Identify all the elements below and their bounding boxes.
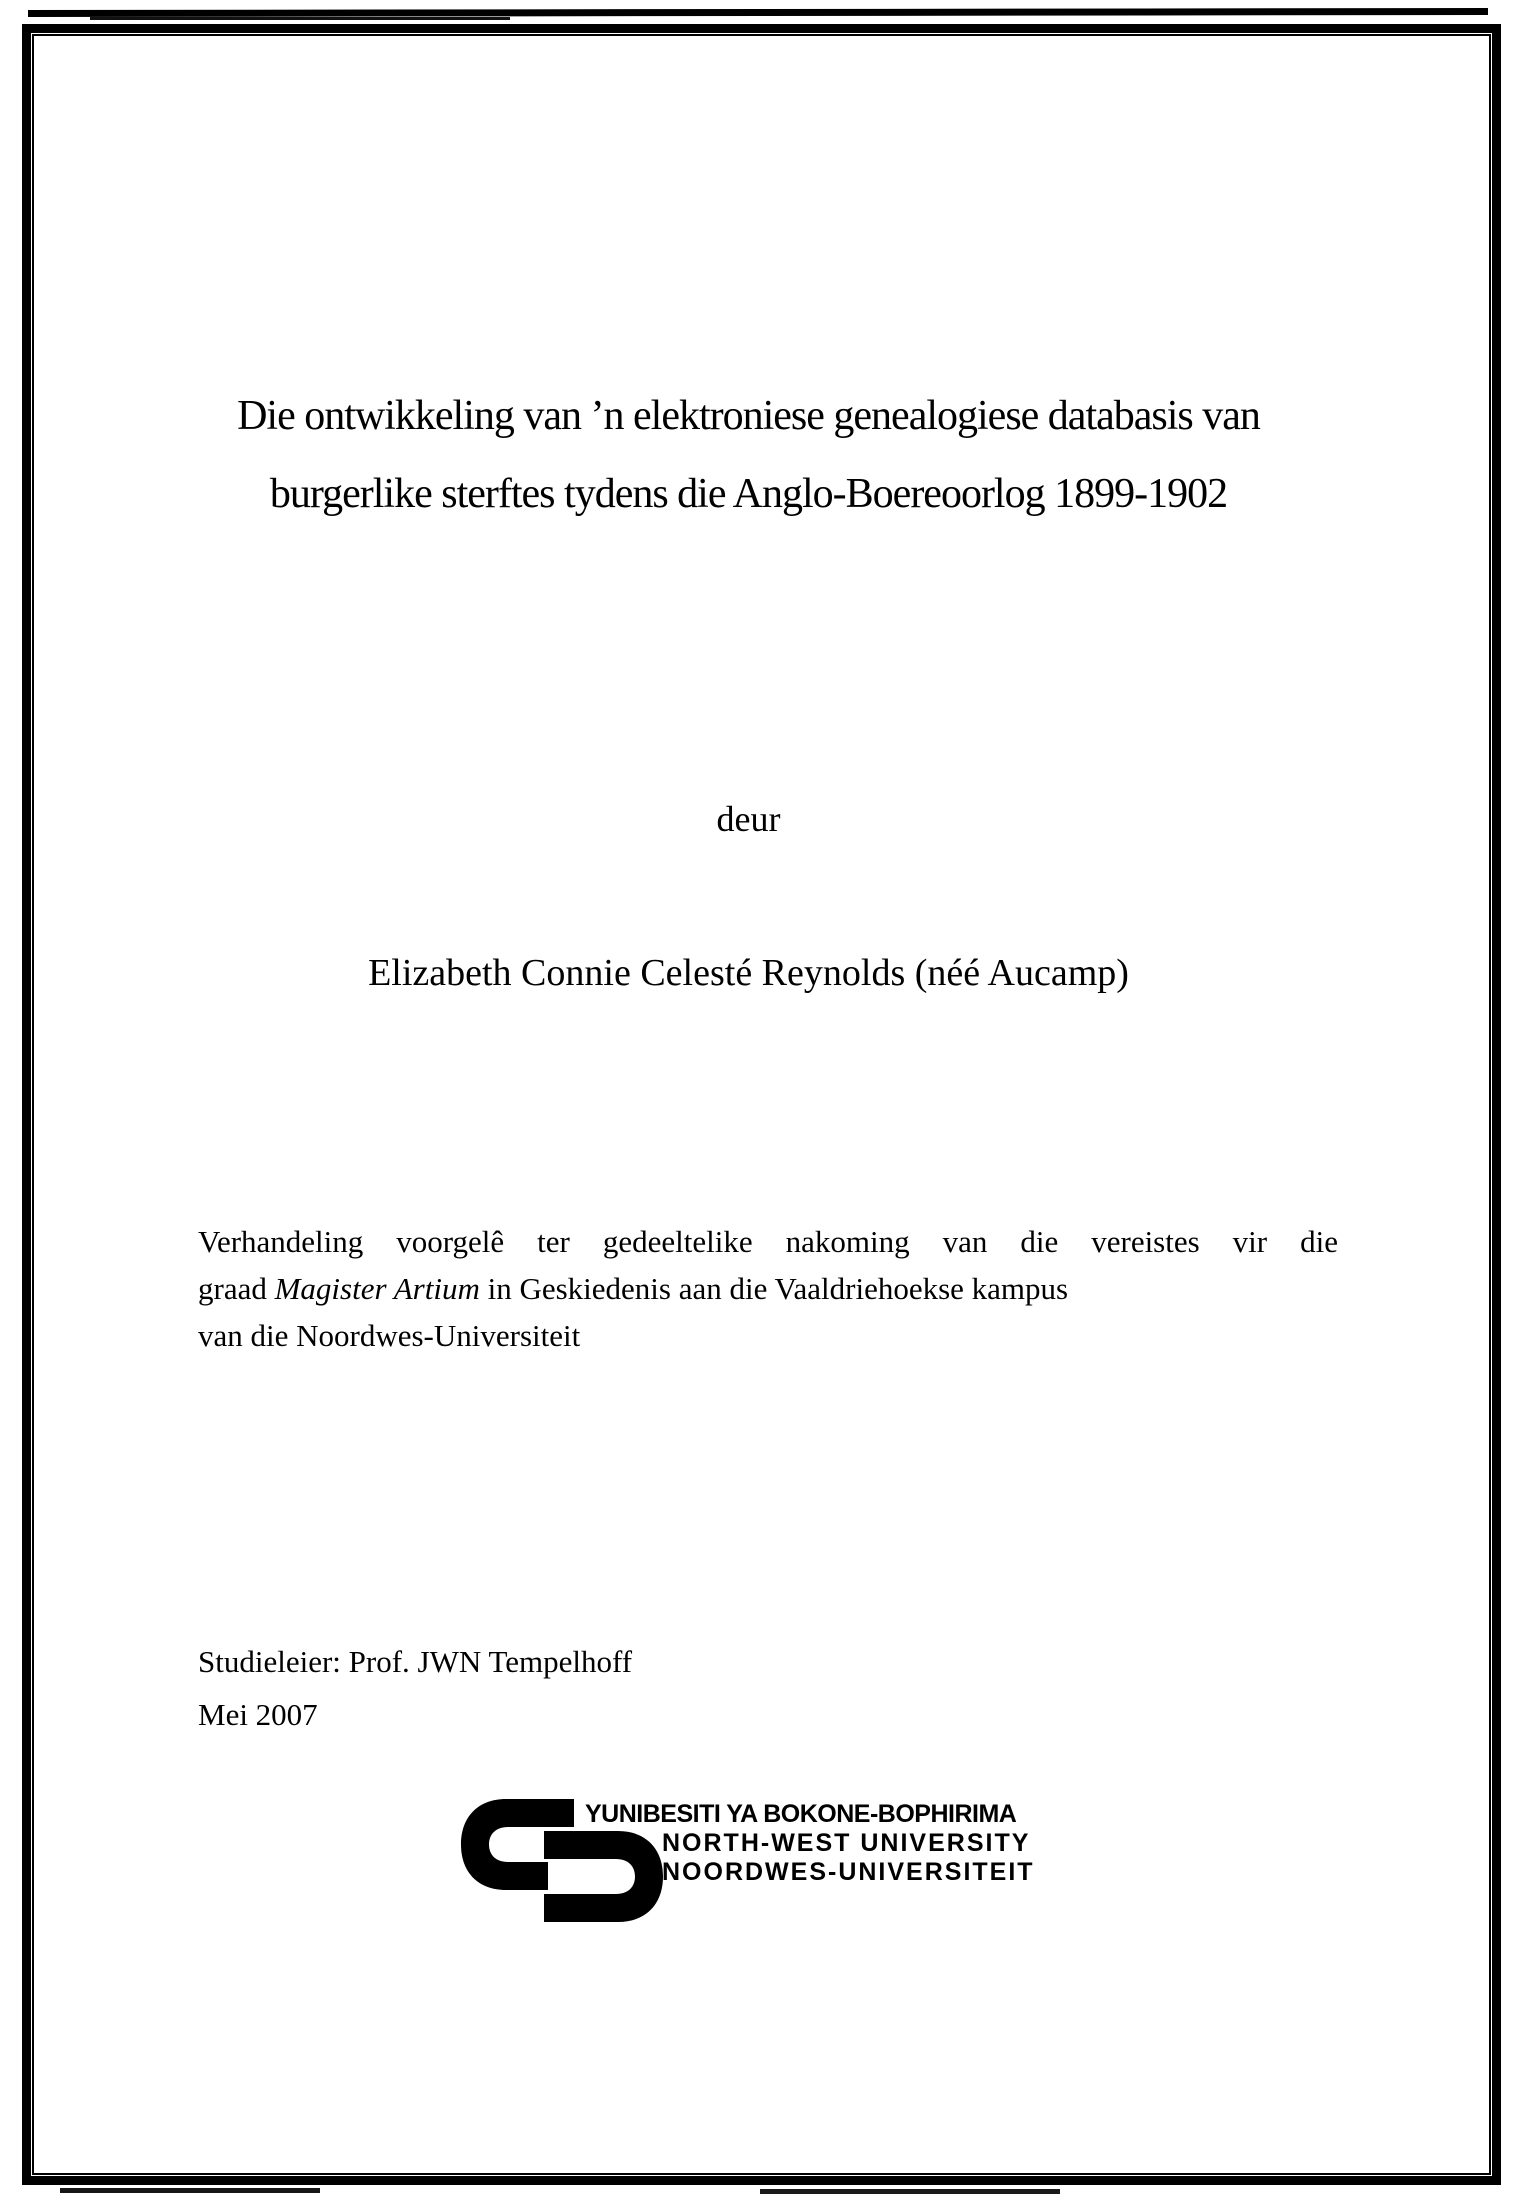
date-line: Mei 2007 — [198, 1697, 318, 1732]
scan-artifact — [90, 17, 510, 20]
statement-line2-pre: graad — [198, 1271, 275, 1306]
university-logo-text — [585, 1800, 1035, 1887]
statement-line2-post: in Geskiedenis aan die Vaaldriehoekse kampus — [479, 1271, 1069, 1306]
thesis-statement — [198, 1218, 1338, 1359]
thesis-statement-line2 — [198, 1265, 1338, 1312]
supervisor-line: Studieleier: Prof. JWN Tempelhoff — [198, 1644, 633, 1679]
thesis-title-line2: burgerlike sterftes tydens die Anglo-Boereoorlog 1899-1902 — [269, 471, 1228, 517]
thesis-statement-line3: van die Noordwes-Universiteit — [198, 1318, 581, 1353]
scan-artifact — [60, 2188, 320, 2193]
scan-artifact — [28, 8, 1488, 17]
university-logo — [460, 1797, 1060, 1937]
thesis-statement-line1: Verhandeling voorgelê ter gedeeltelike nakoming van die vereistes vir die — [198, 1224, 1338, 1259]
logo-line-setswana: YUNIBESITI YA BOKONE-BOPHIRIMA — [585, 1800, 1017, 1828]
author-name: Elizabeth Connie Celesté Reynolds (néé Aucamp) — [368, 952, 1129, 994]
byline-label: deur — [716, 799, 781, 839]
supervisor-block — [198, 1635, 632, 1741]
logo-line-english: NORTH-WEST UNIVERSITY — [662, 1829, 1031, 1857]
thesis-title-line1: Die ontwikkeling van ’n elektroniese genealogiese databasis van — [237, 393, 1260, 439]
thesis-title — [120, 377, 1377, 533]
scan-artifact — [760, 2189, 1060, 2194]
logo-line-afrikaans: NOORDWES-UNIVERSITEIT — [662, 1858, 1035, 1886]
degree-name-italic: Magister Artium — [274, 1271, 480, 1306]
